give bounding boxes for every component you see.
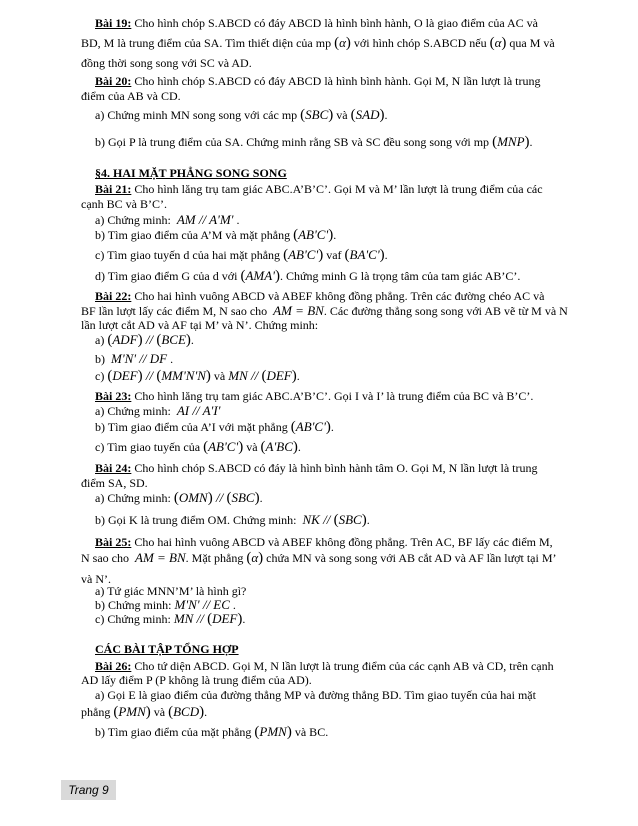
b23-part-c: c) Tìm giao tuyến của (AB'C') và (A'BC). [95, 439, 301, 455]
b19-text2b: với hình chóp S.ABCD nếu [353, 36, 487, 50]
b21-line2: cạnh BC và B’C’. [81, 197, 167, 211]
b19-line3: đồng thời song song với SC và AD. [81, 56, 252, 70]
b21-label: Bài 21: [95, 182, 132, 196]
b21-part-a: a) Chứng minh: AM // A'M' . [95, 212, 240, 227]
b19-line1 [95, 16, 595, 30]
b20-part-b: b) Gọi P là trung điểm của SA. Chứng minh rằng SB và SC đều song song với mp (MNP). [95, 134, 533, 150]
b26-part-b: b) Tìm giao điểm của mặt phẳng (PMN) và BC. [95, 724, 329, 740]
b20-line2: điểm của AB và CD. [81, 89, 181, 103]
b22-label: Bài 22: [95, 289, 132, 303]
b20-label: Bài 20: [95, 74, 132, 88]
b26-line1: Bài 26: Cho tứ diện ABCD. Gọi M, N lần lượt là trung điểm của các cạnh AB và CD, trên cạnh [95, 659, 554, 673]
b24-line1: Bài 24: Cho hình chóp S.ABCD có đáy là hình bình hành tâm O. Gọi M, N lần lượt là trung [95, 461, 538, 475]
b22-part-b: b) M'N' // DF . [95, 351, 174, 366]
b23-label: Bài 23: [95, 389, 132, 403]
b24-line2: điểm SA, SD. [81, 476, 148, 490]
b21-part-d: d) Tìm giao điểm G của d với (AMA'). Chứng minh G là trọng tâm của tam giác AB’C’. [95, 268, 521, 284]
b22-line3: lần lượt cắt AD và AF tại M’ và N’. Chứng minh: [81, 318, 319, 332]
b26-line2: AD lấy điểm P (P không là trung điểm của AD). [81, 673, 312, 687]
b25-line2: N sao cho AM = BN. Mặt phẳng (α) chứa MN và song song với AB cắt AD và AF lần lượt tại M’ [81, 550, 557, 566]
b26-label: Bài 26: [95, 659, 132, 673]
b22-part-a: a) (ADF) // (BCE). [95, 332, 194, 348]
b19-line2 [81, 36, 581, 50]
b25-line3: và N’. [81, 572, 111, 586]
b21-part-b: b) Tìm giao điểm của A’M và mặt phẳng (AB'C'). [95, 227, 337, 243]
b22-part-c: c) (DEF) // (MM'N'N) và MN // (DEF). [95, 368, 300, 384]
b19-label: Bài 19: [95, 16, 132, 30]
b21-part-c: c) Tìm giao tuyến d của hai mặt phẳng (AB'C') vaf (BA'C'). [95, 247, 388, 263]
page-number: Trang 9 [61, 780, 116, 800]
b24-label: Bài 24: [95, 461, 132, 475]
b23-part-b: b) Tìm giao điểm của A’I với mặt phẳng (AB'C'). [95, 419, 334, 435]
b19-alpha1: (α) [334, 35, 351, 51]
b19-alpha2: (α) [489, 35, 507, 51]
section4-title: §4. HAI MẶT PHẲNG SONG SONG [95, 166, 287, 180]
b23-part-a: a) Chứng minh: AI // A'I' [95, 403, 221, 418]
b22-line1: Bài 22: Cho hai hình vuông ABCD và ABEF không đồng phẳng. Trên các đường chéo AC và [95, 289, 545, 303]
b21-line1: Bài 21: Cho hình lăng trụ tam giác ABC.A’B’C’. Gọi M và M’ lần lượt là trung điểm của các [95, 182, 543, 196]
b25-part-c: c) Chứng minh: MN // (DEF). [95, 611, 246, 627]
b25-line1: Bài 25: Cho hai hình vuông ABCD và ABEF không đồng phẳng. Trên AC, BF lấy các điểm M, [95, 535, 553, 549]
b25-part-a: a) Tứ giác MNN’M’ là hình gì? [95, 584, 247, 598]
b19-text2a: BD, M là trung điểm của SA. Tìm thiết diện của mp [81, 36, 332, 50]
b19-text1: Cho hình chóp S.ABCD có đáy ABCD là hình bình hành, O là giao điểm của AC và [134, 16, 538, 30]
b26-part-a: a) Gọi E là giao điểm của đường thẳng MP và đường thẳng BD. Tìm giao tuyến của hai mặt [95, 688, 536, 702]
b24-part-a: a) Chứng minh: (OMN) // (SBC). [95, 490, 263, 506]
section-general-title: CÁC BÀI TẬP TỔNG HỢP [95, 642, 239, 656]
b19-text2c: qua M và [509, 36, 555, 50]
b23-line1: Bài 23: Cho hình lăng trụ tam giác ABC.A’B’C’. Gọi I và I’ là trung điểm của BC và B’C’. [95, 389, 534, 403]
b24-part-b: b) Gọi K là trung điểm OM. Chứng minh: NK // (SBC). [95, 512, 370, 528]
b25-label: Bài 25: [95, 535, 132, 549]
b25-part-b: b) Chứng minh: M'N' // EC . [95, 597, 236, 612]
b20-part-a: a) Chứng minh MN song song với các mp (SBC) và (SAD). [95, 107, 388, 123]
b26-part-a2: phẳng (PMN) và (BCD). [81, 704, 208, 720]
b22-line2: BF lần lượt lấy các điểm M, N sao cho AM = BN. Các đường thẳng song song với AB vẽ từ M và N [81, 303, 568, 318]
b20-line1: Bài 20: Cho hình chóp S.ABCD có đáy ABCD là hình bình hành. Gọi M, N lần lượt là trung [95, 74, 541, 88]
